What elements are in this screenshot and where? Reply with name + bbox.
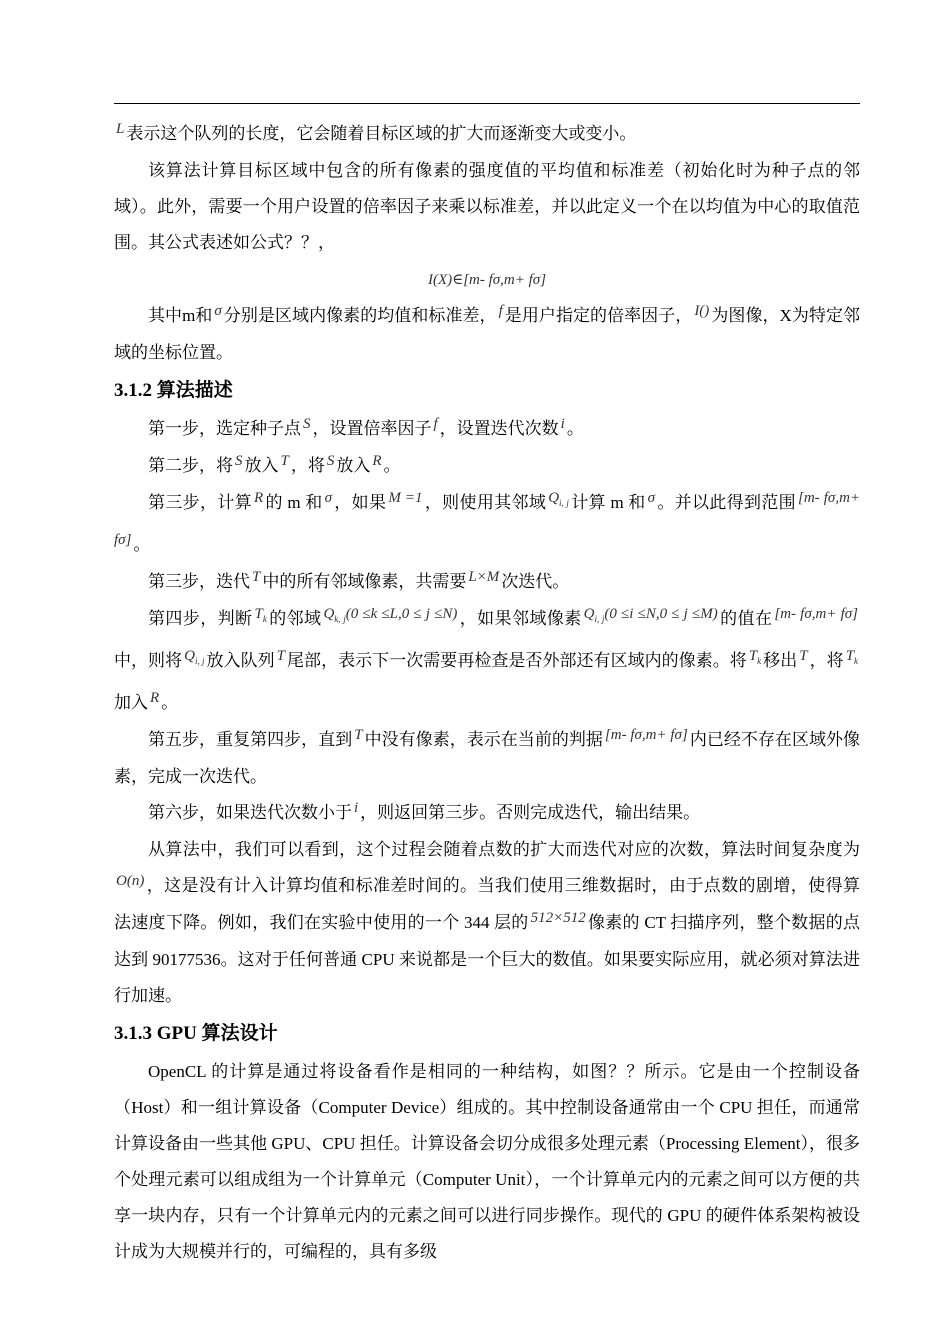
step-3: 第三步，计算 R 的 m 和 σ ，如果 M =1 ，则使用其邻域 $Q_{i, j}$ 计算 m 和 σ 。并以此得到范围 [m- fσ,m+ fσ] 。 — [114, 490, 861, 554]
step-2: 第二步，将 S 放入 T ，将 S 放入 R 。 — [148, 453, 401, 475]
paragraph-algorithm-intro: 该算法计算目标区域中包含的所有像素的强度值的平均值和标准差（初始化时为种子点的邻域）。此外，需要一个用户设置的倍率因子来乘以标准差，并以此定义一个在以均值为中心的取值范围。其公式表述如公式？？， — [114, 161, 860, 252]
formula-L: L — [116, 121, 125, 137]
step-4: 第四步，判断 $T_k$ 的邻域 $Q_{k, j}(0 \le k \le L,0 \le j \le N)$ ，如果邻域像素 $Q_{i, j}(0 \le i \le N,0 \le j \le M)$ 的值在 [m- fσ,m+ fσ]中，则将 $Q_{i, j}$ 放入队列 T 尾部，表示下一次需要再检查是否外部还有区域内的像素。将 $T_k$ 移出 T ，将 $T_k$加入 R 。 — [114, 606, 859, 712]
document-page — [114, 116, 860, 1270]
paragraph-opencl: OpenCL 的计算是通过将设备看作是相同的一种结构，如图？？所示。它是由一个控制设备（Host）和一组计算设备（Computer Device）组成的。其中控制设备通常由一个 CPU 担任，而通常计算设备由一些其他 GPU、CPU 担任。计算设备会切分成很多处理元素（Processing Element），很多个处理元素可以组成组为一个计算单元（Computer Unit），一个计算单元内的元素之间可以方便的共享一块内存，只有一个计算单元内的元素之间可以进行同步操作。现代的 GPU 的硬件体系架构被设计成为大规模并行的，可编程的，具有多级 — [114, 1062, 860, 1261]
step-1: 第一步，选定种子点 S ，设置倍率因子 f ，设置迭代次数 i 。 — [148, 416, 584, 438]
formula-range: I(X)∈[m- fσ,m+ fσ] — [427, 272, 547, 288]
step-3b: 第三步，迭代 T 中的所有邻域像素，共需要 L×M 次迭代。 — [148, 569, 570, 591]
paragraph-complexity: 从算法中，我们可以看到，这个过程会随着点数的扩大而迭代对应的次数，算法时间复杂度为O(n) ，这是没有计入计算均值和标准差时间的。当我们使用三维数据时，由于点数的剧增，使得算法速度下降。例如，我们在实验中使用的一个 344 层的 512×512 像素的 CT 扫描序列，整个数据的点达到 90177536。这对于任何普通 CPU 来说都是一个巨大的数值。如果要实际应用，就必须对算法进行加速。 — [114, 840, 860, 1005]
formula-f: f — [498, 303, 503, 319]
formula-I: I() — [694, 303, 710, 319]
paragraph-queue-length: L 表示这个队列的长度，它会随着目标区域的扩大而逐渐变大或变小。 — [116, 121, 637, 143]
formula-sigma: σ — [214, 303, 222, 319]
step-6: 第六步，如果迭代次数小于 i ，则返回第三步。否则完成迭代，输出结果。 — [148, 800, 701, 822]
paragraph-formula-explanation: 其中m和 σ 分别是区域内像素的均值和标准差， f 是用户指定的倍率因子， I() 为图像，X为特定邻域的坐标位置。 — [114, 303, 860, 362]
section-heading-3-1-2: 3.1.2 算法描述 — [114, 380, 233, 401]
step-5: 第五步，重复第四步，直到 T 中没有像素，表示在当前的判据 [m- fσ,m+ fσ] 内已经不存在区域外像素，完成一次迭代。 — [114, 727, 861, 786]
header-rule — [114, 103, 860, 104]
section-heading-3-1-3: 3.1.3 GPU 算法设计 — [114, 1023, 278, 1044]
